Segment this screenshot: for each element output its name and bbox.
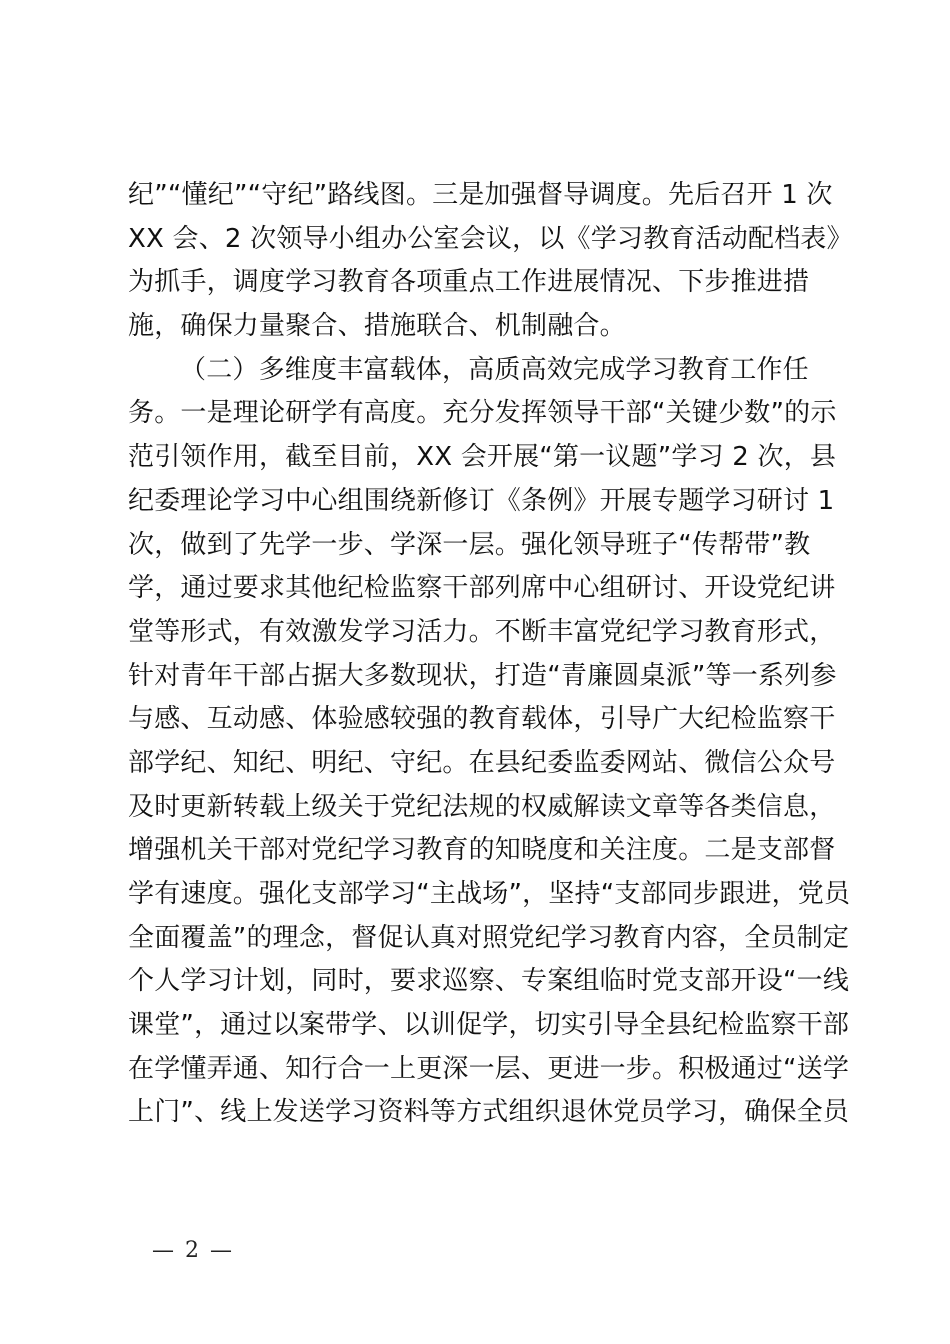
paragraph-2-line-1: （二）多维度丰富载体，高质高效完成学习教育工作任 bbox=[180, 354, 809, 385]
paragraph-2-line-14: 全面覆盖”的理念，督促认真对照党纪学习教育内容，全员制定 bbox=[128, 922, 850, 953]
paragraph-2-line-18: 上门”、线上发送学习资料等方式组织退休党员学习，确保全员 bbox=[128, 1097, 850, 1128]
paragraph-2-line-12: 增强机关干部对党纪学习教育的知晓度和关注度。二是支部督 bbox=[128, 835, 836, 866]
paragraph-1-line-2: XX 会、2 次领导小组办公室会议，以《学习教育活动配档表》 bbox=[128, 223, 853, 254]
paragraph-2-line-13: 学有速度。强化支部学习“主战场”，坚持“支部同步跟进，党员 bbox=[128, 879, 851, 909]
paragraph-2-line-3: 范引领作用，截至目前，XX 会开展“第一议题”学习 2 次，县 bbox=[128, 442, 837, 473]
paragraph-1-line-4: 施，确保力量聚合、措施联合、机制融合。 bbox=[128, 311, 626, 342]
page-number: — 2 — bbox=[152, 1238, 234, 1263]
paragraph-2 bbox=[128, 349, 851, 1135]
paragraph-2-line-11: 及时更新转载上级关于党纪法规的权威解读文章等各类信息， bbox=[128, 791, 836, 822]
paragraph-2-line-5: 次，做到了先学一步、学深一层。强化领导班子“传帮带”教 bbox=[128, 529, 811, 560]
document-body bbox=[128, 174, 853, 1135]
paragraph-2-line-2: 务。一是理论研学有高度。充分发挥领导干部“关键少数”的示 bbox=[128, 398, 837, 429]
paragraph-2-line-16: 课堂”，通过以案带学、以训促学，切实引导全县纪检监察干部 bbox=[128, 1010, 850, 1041]
paragraph-2-line-17: 在学懂弄通、知行合一上更深一层、更进一步。积极通过“送学 bbox=[128, 1053, 850, 1084]
paragraph-2-line-15: 个人学习计划，同时，要求巡察、专案组临时党支部开设“一线 bbox=[128, 966, 850, 997]
paragraph-2-line-7: 堂等形式，有效激发学习活力。不断丰富党纪学习教育形式， bbox=[128, 616, 836, 647]
paragraph-2-line-10: 部学纪、知纪、明纪、守纪。在县纪委监委网站、微信公众号 bbox=[128, 747, 836, 778]
paragraph-2-line-4: 纪委理论学习中心组围绕新修订《条例》开展专题学习研讨 1 bbox=[128, 485, 835, 516]
paragraph-1-line-1: 纪”“懂纪”“守纪”路线图。三是加强督导调度。先后召开 1 次 bbox=[128, 180, 833, 210]
paragraph-2-line-9: 与感、互动感、体验感较强的教育载体，引导广大纪检监察干 bbox=[128, 704, 836, 735]
paragraph-1 bbox=[128, 174, 853, 349]
paragraph-2-line-6: 学，通过要求其他纪检监察干部列席中心组研讨、开设党纪讲 bbox=[128, 573, 836, 604]
paragraph-2-line-8: 针对青年干部占据大多数现状，打造“青廉圆桌派”等一系列参 bbox=[128, 660, 837, 691]
paragraph-1-line-3: 为抓手，调度学习教育各项重点工作进展情况、下步推进措 bbox=[128, 267, 810, 298]
